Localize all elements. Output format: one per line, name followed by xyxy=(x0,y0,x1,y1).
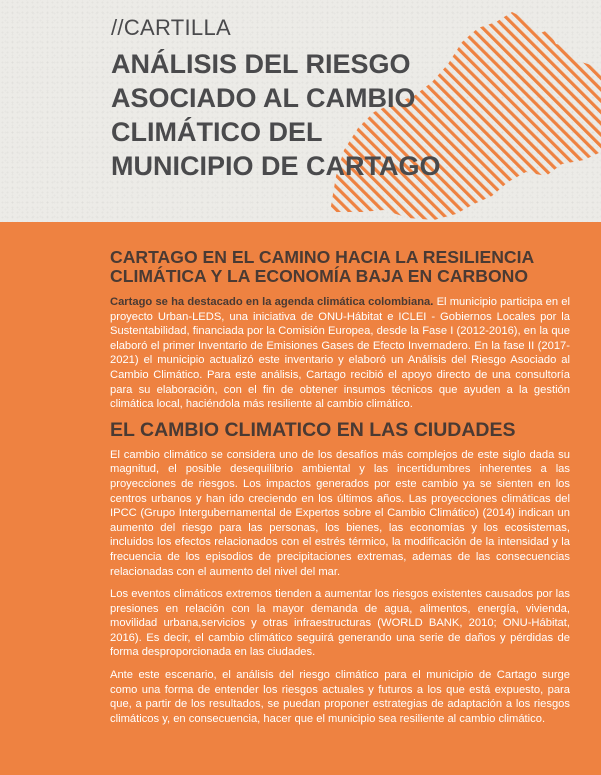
section1-body: El municipio participa en el proyecto Urban-LEDS, una iniciativa de ONU-Hábitat e ICLEI - Gobiernos Locales por la Sustentabilidad, financiada por la Comisión Europea, desde la Fase I (2012-2016), en la que elaboró el primer Inventario de Emisiones Gases de Efecto Invernadero. En la fase II (2017-2021) el municipio actualizó este inventario y elaboró un Análisis del Riesgo Asociado al Cambio Climático. Para este análisis, Cartago recibió el apoyo directo de una consultoría para su elaboración, con el fin de obtener insumos técnicos que ayuden a la gestión climática local, haciéndola más resiliente al cambio climático. xyxy=(110,296,571,411)
main-content xyxy=(110,248,570,726)
section1-paragraph xyxy=(110,295,570,412)
document-title xyxy=(111,47,551,183)
title-line: ANÁLISIS DEL RIESGO xyxy=(111,49,411,79)
section2-paragraph-3: Ante este escenario, el análisis del riesgo climático para el municipio de Cartago surge como una forma de entender los riesgos actuales y futuros a los que está expuesto, para que, a partir de los resultados, se puedan proponer estrategias de adaptación a los riesgos climáticos y, en consecuencia, hacer que el municipio sea resiliente al cambio climático. xyxy=(110,669,570,725)
section2-heading: EL CAMBIO CLIMATICO EN LAS CIUDADES xyxy=(110,418,516,441)
section1-heading xyxy=(110,248,570,286)
section2-paragraph-2: Los eventos climáticos extremos tienden a aumentar los riesgos existentes causados por las presiones en relación con la mayor demanda de agua, alimentos, energía, vivienda, movilidad urbana,servicios y otras infraestructuras (WORLD BANK, 2010; ONU-Hábitat, 2016). Es decir, el cambio climático seguirá generando una serie de daños y pérdidas de forma desproporcionada en las ciudades. xyxy=(110,588,570,659)
heading-line: CLIMÁTICA Y LA ECONOMÍA BAJA EN CARBONO xyxy=(110,266,529,286)
document-kicker: //CARTILLA xyxy=(111,15,231,40)
title-line: ASOCIADO AL CAMBIO xyxy=(111,83,416,113)
title-line: MUNICIPIO DE CARTAGO xyxy=(111,151,441,181)
title-line: CLIMÁTICO DEL xyxy=(111,117,323,147)
heading-line: CARTAGO EN EL CAMINO HACIA LA RESILIENCIA xyxy=(110,247,535,267)
section2-paragraph-1: El cambio climático se considera uno de los desafíos más complejos de este siglo dada su magnitud, el posible desequilibrio ambiental y las incertidumbres inherentes a las proyecciones de riesgos. Los impactos generados por este cambio ya se sienten en los centros urbanos y han ido creciendo en los últimos años. Las proyecciones climáticas del IPCC (Grupo Intergubernamental de Expertos sobre el Cambio Climático) (2014) indican un aumento del riesgo para las personas, los bienes, las economías y los ecosistemas, incluidos los efectos relacionados con el estrés térmico, la modificación de la intensidad y la frecuencia de los episodios de precipitaciones extremas, ademas de las consecuencias relacionadas con el aumento del nivel del mar. xyxy=(110,448,570,578)
header-banner xyxy=(0,0,601,222)
section1-lead: Cartago se ha destacado en la agenda climática colombiana. xyxy=(110,296,434,308)
